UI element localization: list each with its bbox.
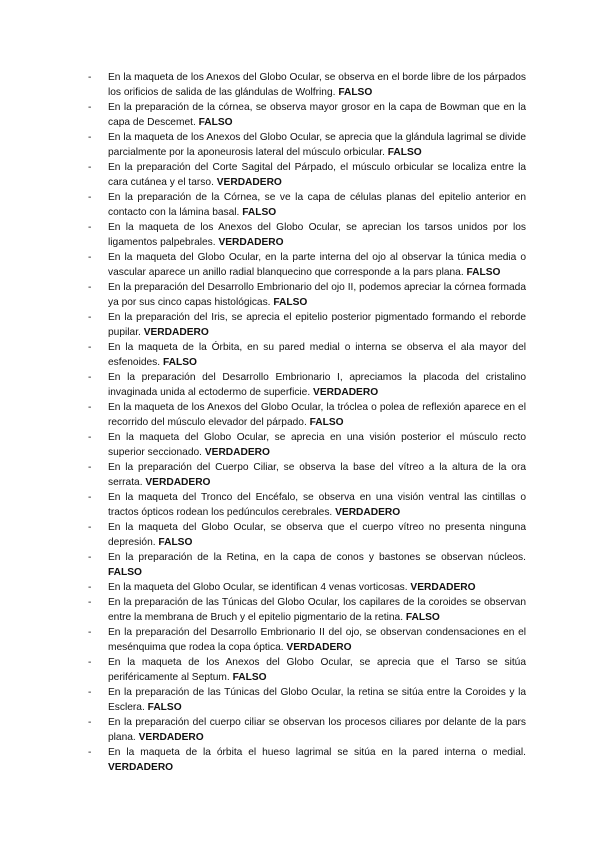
bullet-dash: - [88,462,92,473]
answer-label: VERDADERO [286,642,352,653]
list-item [88,580,526,595]
statement-text: En la preparación del Desarrollo Embrionario II del ojo, se observan condensaciones en el mesénquima que rodea la copa óptica. [108,627,526,653]
answer-label: FALSO [158,537,193,548]
statement-text: En la preparación de la córnea, se observa mayor grosor en la capa de Bowman que en la capa de Descemet. [108,102,526,128]
statement-text: En la maqueta del Globo Ocular, en la parte interna del ojo al observar la túnica media o vascular aparece un anillo radial blanquecino que corresponde a la pars plana. [108,252,526,278]
statement-text: En la preparación del cuerpo ciliar se observan los procesos ciliares por delante de la pars plana. [108,717,526,743]
bullet-dash: - [88,222,92,233]
bullet-dash: - [88,252,92,263]
statement-text: En la preparación del Desarrollo Embrionario I, apreciamos la placoda del cristalino invaginada unida al ectodermo de superficie. [108,372,526,398]
list-item [88,655,526,685]
statement-text: En la preparación del Corte Sagital del Párpado, el músculo orbicular se localiza entre la cara cutánea y el tarso. [108,162,526,188]
statement-text: En la maqueta del Globo Ocular, se aprecia en una visión posterior el músculo recto superior seccionado. [108,432,526,458]
answer-label: VERDADERO [218,237,284,248]
list-item [88,520,526,550]
list-item [88,550,526,580]
answer-label: VERDADERO [335,507,401,518]
statement-text: En la maqueta de los Anexos del Globo Ocular, se aprecia que el Tarso se sitúa periféricamente al Septum. [108,657,526,683]
bullet-dash: - [88,687,92,698]
list-item [88,220,526,250]
list-item [88,685,526,715]
answer-label: VERDADERO [216,177,282,188]
answer-label: FALSO [242,207,277,218]
list-item [88,490,526,520]
list-item [88,70,526,100]
statement-text: En la maqueta del Tronco del Encéfalo, se observa en una visión ventral las cintillas o tractos ópticos rodean los pedúnculos cerebrales. [108,492,526,518]
list-item [88,400,526,430]
list-item [88,625,526,655]
list-item [88,160,526,190]
answer-label: VERDADERO [138,732,204,743]
statement-text: En la maqueta del Globo Ocular, se identifican 4 venas vorticosas. [108,582,408,593]
answer-label: FALSO [162,357,197,368]
answer-label: FALSO [198,117,233,128]
list-item [88,280,526,310]
bullet-dash: - [88,312,92,323]
bullet-dash: - [88,342,92,353]
answer-label: FALSO [232,672,267,683]
answer-label: FALSO [147,702,182,713]
bullet-dash: - [88,282,92,293]
bullet-dash: - [88,102,92,113]
answer-label: FALSO [338,87,373,98]
list-item [88,430,526,460]
bullet-dash: - [88,552,92,563]
statement-text: En la maqueta de los Anexos del Globo Ocular, se aprecian los tarsos unidos por los ligamentos palpebrales. [108,222,526,248]
answer-label: FALSO [273,297,308,308]
answer-label: VERDADERO [145,477,211,488]
list-item [88,595,526,625]
statement-text: En la maqueta de los Anexos del Globo Ocular, se observa en el borde libre de los párpados los orificios de salida de las glándulas de Wolfring. [108,72,526,98]
bullet-dash: - [88,747,92,758]
statement-text: En la preparación del Iris, se aprecia el epitelio posterior pigmentado formando el reborde pupilar. [108,312,526,338]
answer-label: FALSO [387,147,422,158]
statement-text: En la preparación de la Córnea, se ve la capa de células planas del epitelio anterior en contacto con la lámina basal. [108,192,526,218]
bullet-dash: - [88,162,92,173]
statement-text: En la preparación del Desarrollo Embrionario del ojo II, podemos apreciar la córnea formada ya por sus cinco capas histológicas. [108,282,526,308]
list-item [88,340,526,370]
answer-label: VERDADERO [108,762,174,773]
bullet-dash: - [88,402,92,413]
statement-text: En la preparación del Cuerpo Ciliar, se observa la base del vítreo a la altura de la ora serrata. [108,462,526,488]
answer-label: FALSO [108,567,142,578]
bullet-dash: - [88,192,92,203]
statement-text: En la maqueta de los Anexos del Globo Ocular, la tróclea o polea de reflexión aparece en el recorrido del músculo elevador del párpado. [108,402,526,428]
list-item [88,190,526,220]
list-item [88,745,526,775]
bullet-dash: - [88,432,92,443]
bullet-dash: - [88,627,92,638]
statement-text: En la maqueta de la Órbita, en su pared medial o interna se observa el ala mayor del esfenoides. [108,342,526,368]
list-item [88,130,526,160]
answer-label: VERDADERO [410,582,476,593]
list-item [88,310,526,340]
list-item [88,100,526,130]
bullet-dash: - [88,657,92,668]
statement-text: En la maqueta del Globo Ocular, se observa que el cuerpo vítreo no presenta ninguna depresión. [108,522,526,548]
bullet-dash: - [88,522,92,533]
list-item [88,250,526,280]
statement-text: En la preparación de las Túnicas del Globo Ocular, los capilares de la coroides se observan entre la membrana de Bruch y el epitelio pigmentario de la retina. [108,597,526,623]
statement-text: En la preparación de las Túnicas del Globo Ocular, la retina se sitúa entre la Coroides y la Esclera. [108,687,526,713]
list-item [88,460,526,490]
bullet-dash: - [88,597,92,608]
bullet-dash: - [88,582,92,593]
answer-label: FALSO [405,612,440,623]
bullet-dash: - [88,72,92,83]
answer-label: VERDADERO [143,327,209,338]
bullet-dash: - [88,492,92,503]
list-item [88,715,526,745]
answer-label: FALSO [466,267,501,278]
answer-label: VERDADERO [313,387,379,398]
statement-text: En la maqueta de los Anexos del Globo Ocular, se aprecia que la glándula lagrimal se divide parcialmente por la aponeurosis lateral del músculo orbicular. [108,132,526,158]
bullet-dash: - [88,372,92,383]
statement-text: En la maqueta de la órbita el hueso lagrimal se sitúa en la pared interna o medial. [108,747,526,758]
answer-label: FALSO [309,417,344,428]
bullet-dash: - [88,717,92,728]
answer-label: VERDADERO [204,447,270,458]
bullet-dash: - [88,132,92,143]
statement-list [88,70,526,775]
list-item [88,370,526,400]
statement-text: En la preparación de la Retina, en la capa de conos y bastones se observan núcleos. [108,552,526,563]
